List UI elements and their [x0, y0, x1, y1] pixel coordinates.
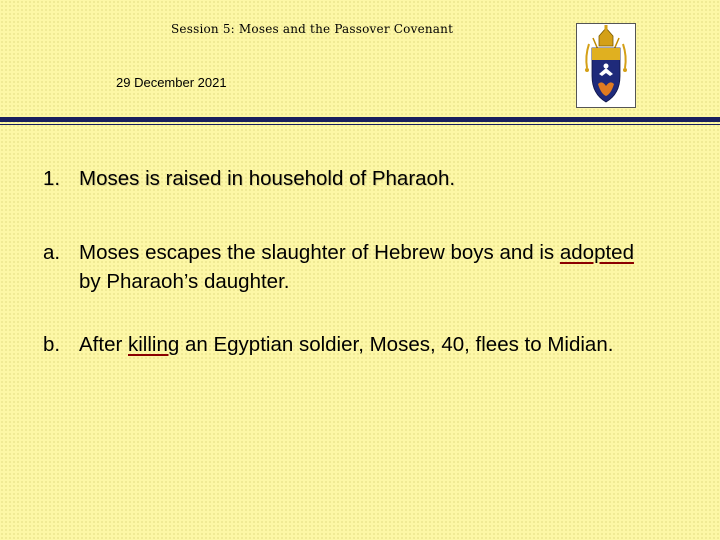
underlined-word-killing: killing	[128, 333, 180, 356]
list-marker: a.	[43, 241, 61, 264]
list-item-b	[43, 330, 659, 359]
underlined-word-adopted: adopted	[559, 241, 634, 264]
slide-date: 29 December 2021	[116, 75, 227, 90]
text-segment: by Pharaoh’s daughter.	[79, 270, 290, 293]
list-marker: 1.	[43, 167, 61, 190]
list-item-a	[43, 238, 659, 296]
list-item-1	[43, 164, 579, 193]
list-item-text	[79, 330, 659, 359]
header-divider-thin	[0, 124, 720, 125]
text-segment: Moses escapes the slaughter of Hebrew boys and is	[79, 241, 560, 264]
list-item-text	[79, 238, 659, 296]
header-divider-thick	[0, 117, 720, 122]
list-item-text: Moses is raised in household of Pharaoh.	[79, 167, 456, 190]
slide-title: Session 5: Moses and the Passover Covenant	[171, 22, 454, 36]
text-segment: an Egyptian soldier, Moses, 40, flees to Midian.	[179, 333, 614, 356]
diocese-coat-of-arms-icon	[576, 23, 636, 108]
text-segment: After	[79, 333, 128, 356]
list-marker: b.	[43, 333, 61, 356]
